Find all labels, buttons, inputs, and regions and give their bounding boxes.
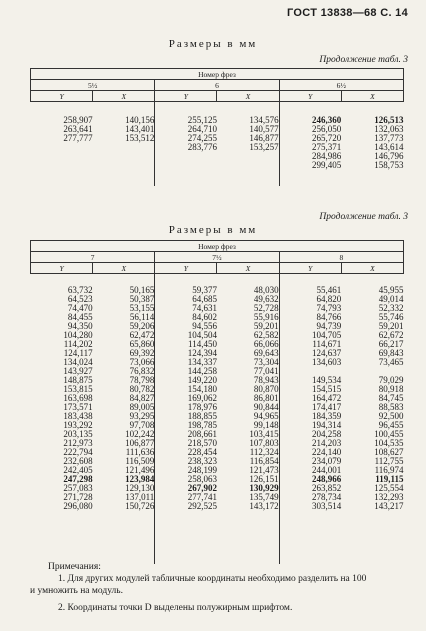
table-cell: 104,504 bbox=[187, 330, 217, 340]
table-cell: 88,583 bbox=[378, 402, 404, 412]
table-cell: 64,523 bbox=[67, 294, 93, 304]
table-cell: 59,377 bbox=[192, 285, 217, 295]
table-cell: 184,359 bbox=[312, 411, 342, 421]
table-cell: 77,041 bbox=[253, 366, 279, 376]
data-column bbox=[217, 274, 279, 564]
table-cell: 303,514 bbox=[312, 501, 342, 511]
table-cell: 148,875 bbox=[63, 375, 93, 385]
table-cell: 143,401 bbox=[125, 124, 155, 134]
table-cell: 59,201 bbox=[378, 321, 404, 331]
table-cell: 130,929 bbox=[249, 483, 279, 493]
table-cell: 80,782 bbox=[129, 384, 155, 394]
table-section2 bbox=[30, 240, 404, 564]
table-cell: 154,515 bbox=[312, 384, 342, 394]
col-x: X bbox=[341, 91, 403, 102]
table-cell: 163,698 bbox=[63, 393, 93, 403]
table-cell: 274,255 bbox=[187, 133, 217, 143]
table-cell: 278,734 bbox=[312, 492, 342, 502]
group-header: Номер фрез bbox=[31, 69, 404, 80]
table-cell: 204,258 bbox=[312, 429, 342, 439]
table-cell: 183,438 bbox=[63, 411, 93, 421]
table-cell: 242,405 bbox=[63, 465, 93, 475]
table-cell: 74,470 bbox=[67, 303, 93, 313]
table-cell: 64,685 bbox=[192, 294, 217, 304]
table-cell: 96,455 bbox=[378, 420, 404, 430]
table-cell: 143,172 bbox=[249, 501, 279, 511]
table-cell: 74,793 bbox=[316, 303, 342, 313]
table-cell: 238,323 bbox=[187, 456, 217, 466]
col-x: X bbox=[93, 91, 155, 102]
notes bbox=[30, 561, 410, 614]
table-cell: 255,125 bbox=[187, 115, 217, 125]
table-cell: 116,509 bbox=[125, 456, 155, 466]
table-cell: 132,063 bbox=[374, 124, 404, 134]
table-cell: 263,852 bbox=[312, 483, 342, 493]
col-y: Y bbox=[31, 91, 93, 102]
table-cell: 258,907 bbox=[63, 115, 93, 125]
col-x: X bbox=[217, 91, 279, 102]
table-cell: 94,739 bbox=[316, 321, 342, 331]
table-cell: 93,295 bbox=[129, 411, 155, 421]
table-cell: 53,155 bbox=[129, 303, 155, 313]
table-cell: 59,206 bbox=[129, 321, 155, 331]
table-cell: 49,014 bbox=[378, 294, 404, 304]
data-column bbox=[93, 102, 155, 186]
table-cell: 194,314 bbox=[312, 420, 342, 430]
table-cell: 48,030 bbox=[253, 285, 279, 295]
table-cell: 126,151 bbox=[249, 474, 279, 484]
group-label: 7 bbox=[31, 252, 155, 263]
table-cell: 143,614 bbox=[374, 142, 404, 152]
table-cell: 56,114 bbox=[129, 312, 155, 322]
table-cell: 150,726 bbox=[125, 501, 155, 511]
table-cell: 144,258 bbox=[187, 366, 217, 376]
table-cell: 80,918 bbox=[378, 384, 404, 394]
table-cell: 264,710 bbox=[187, 124, 217, 134]
table-cell: 94,556 bbox=[192, 321, 217, 331]
table-cell: 73,066 bbox=[129, 357, 155, 367]
table-cell: 263,641 bbox=[63, 124, 93, 134]
table-cell: 74,631 bbox=[192, 303, 217, 313]
table-cell: 143,927 bbox=[63, 366, 93, 376]
table-cell: 256,050 bbox=[312, 124, 342, 134]
table-cell: 114,671 bbox=[312, 339, 342, 349]
table-cell: 296,080 bbox=[63, 501, 93, 511]
table-cell: 140,577 bbox=[249, 124, 279, 134]
data-column bbox=[217, 102, 279, 186]
note-1: 1. Для других модулей табличные координаты необходимо разделить на 100 bbox=[58, 574, 367, 584]
table-cell: 244,001 bbox=[312, 465, 342, 475]
table-cell: 178,976 bbox=[187, 402, 217, 412]
table-cell: 63,732 bbox=[67, 285, 93, 295]
table-cell: 284,986 bbox=[312, 151, 342, 161]
table-cell: 69,843 bbox=[378, 348, 404, 358]
table-cell: 212,973 bbox=[63, 438, 93, 448]
table-cell: 90,844 bbox=[253, 402, 279, 412]
table-cell: 94,965 bbox=[253, 411, 279, 421]
table-cell: 283,776 bbox=[187, 142, 217, 152]
table-cell: 257,083 bbox=[63, 483, 93, 493]
table-cell: 222,794 bbox=[63, 447, 93, 457]
table-cell: 146,796 bbox=[374, 151, 404, 161]
col-y: Y bbox=[31, 263, 93, 274]
table-cell: 153,815 bbox=[63, 384, 93, 394]
table-cell: 59,201 bbox=[253, 321, 279, 331]
table-cell: 208,661 bbox=[187, 429, 217, 439]
table-cell: 140,156 bbox=[125, 115, 155, 125]
table-cell: 73,465 bbox=[378, 357, 404, 367]
table-cell: 153,512 bbox=[125, 133, 155, 143]
table-cell: 153,257 bbox=[249, 142, 279, 152]
table-cell: 62,672 bbox=[378, 330, 404, 340]
table-cell: 65,860 bbox=[129, 339, 155, 349]
note-1-continuation: и умножить на модуль. bbox=[30, 586, 123, 596]
table-cell: 143,217 bbox=[374, 501, 404, 511]
table-cell: 52,728 bbox=[253, 303, 279, 313]
table-cell: 92,500 bbox=[378, 411, 404, 421]
table-cell: 135,749 bbox=[249, 492, 279, 502]
table-cell: 258,063 bbox=[187, 474, 217, 484]
table-cell: 89,005 bbox=[129, 402, 155, 412]
table-cell: 146,877 bbox=[249, 133, 279, 143]
table-cell: 193,292 bbox=[63, 420, 93, 430]
table-cell: 134,603 bbox=[312, 357, 342, 367]
section2-continuation: Продолжение табл. 3 bbox=[319, 212, 408, 222]
group-header: Номер фрез bbox=[31, 241, 404, 252]
table-cell: 299,405 bbox=[312, 160, 342, 170]
table-cell: 103,415 bbox=[249, 429, 279, 439]
table-cell: 232,608 bbox=[63, 456, 93, 466]
table-cell: 246,360 bbox=[312, 115, 342, 125]
table-cell: 84,827 bbox=[129, 393, 155, 403]
table-cell: 50,165 bbox=[129, 285, 155, 295]
data-column bbox=[31, 274, 93, 564]
table-cell: 69,643 bbox=[253, 348, 279, 358]
table-cell: 106,877 bbox=[125, 438, 155, 448]
table-cell: 271,728 bbox=[63, 492, 93, 502]
table-cell: 214,203 bbox=[312, 438, 342, 448]
table-cell: 119,115 bbox=[375, 474, 404, 484]
table-cell: 52,332 bbox=[378, 303, 404, 313]
table-cell: 134,337 bbox=[187, 357, 217, 367]
table-cell: 126,513 bbox=[374, 115, 404, 125]
table-cell: 149,220 bbox=[187, 375, 217, 385]
table-cell: 169,062 bbox=[187, 393, 217, 403]
table-cell: 228,454 bbox=[187, 447, 217, 457]
group-label: 5½ bbox=[31, 80, 155, 91]
table-cell: 154,180 bbox=[187, 384, 217, 394]
col-x: X bbox=[93, 263, 155, 274]
table-cell: 248,199 bbox=[187, 465, 217, 475]
table-cell: 116,854 bbox=[249, 456, 279, 466]
table-cell: 108,627 bbox=[374, 447, 404, 457]
table-cell: 80,870 bbox=[253, 384, 279, 394]
table-cell: 116,974 bbox=[374, 465, 404, 475]
table-cell: 124,394 bbox=[187, 348, 217, 358]
table-cell: 84,602 bbox=[192, 312, 217, 322]
table-cell: 55,916 bbox=[253, 312, 279, 322]
table-cell: 111,636 bbox=[125, 447, 155, 457]
table-cell: 248,966 bbox=[312, 474, 342, 484]
table-cell: 129,130 bbox=[125, 483, 155, 493]
table-cell: 218,570 bbox=[187, 438, 217, 448]
table-cell: 124,117 bbox=[63, 348, 93, 358]
page-header: ГОСТ 13838—68 С. 14 bbox=[287, 7, 408, 19]
section2-title: Размеры в мм bbox=[168, 224, 258, 236]
table-cell: 121,496 bbox=[125, 465, 155, 475]
table-cell: 234,079 bbox=[312, 456, 342, 466]
table-cell: 114,202 bbox=[63, 339, 93, 349]
data-column bbox=[279, 274, 341, 564]
table-cell: 173,571 bbox=[63, 402, 93, 412]
table-cell: 62,582 bbox=[253, 330, 279, 340]
col-y: Y bbox=[155, 263, 217, 274]
table-cell: 247,298 bbox=[63, 474, 93, 484]
table-cell: 78,943 bbox=[253, 375, 279, 385]
data-column bbox=[93, 274, 155, 564]
table-cell: 134,024 bbox=[63, 357, 93, 367]
table-cell: 267,902 bbox=[187, 483, 217, 493]
table-cell: 84,745 bbox=[378, 393, 404, 403]
col-x: X bbox=[341, 263, 403, 274]
group-label: 6 bbox=[155, 80, 279, 91]
table-cell: 188,855 bbox=[187, 411, 217, 421]
table-cell: 62,472 bbox=[129, 330, 155, 340]
table-cell: 158,753 bbox=[374, 160, 404, 170]
table-cell: 125,554 bbox=[374, 483, 404, 493]
table-cell: 275,371 bbox=[312, 142, 342, 152]
table-cell: 50,387 bbox=[129, 294, 155, 304]
table-cell: 97,708 bbox=[129, 420, 155, 430]
table-cell: 104,280 bbox=[63, 330, 93, 340]
table-cell: 84,455 bbox=[67, 312, 93, 322]
note-2: 2. Координаты точки D выделены полужирным шрифтом. bbox=[58, 603, 293, 613]
section1-continuation: Продолжение табл. 3 bbox=[319, 55, 408, 65]
table-cell: 84,766 bbox=[316, 312, 342, 322]
table-cell: 86,801 bbox=[253, 393, 279, 403]
data-column bbox=[341, 274, 403, 564]
table-cell: 100,455 bbox=[374, 429, 404, 439]
table-cell: 73,304 bbox=[253, 357, 279, 367]
data-column bbox=[155, 102, 217, 186]
table-cell: 66,217 bbox=[378, 339, 404, 349]
table-cell: 107,803 bbox=[249, 438, 279, 448]
table-cell: 102,242 bbox=[125, 429, 155, 439]
table-cell: 69,392 bbox=[129, 348, 155, 358]
table-cell: 99,148 bbox=[253, 420, 279, 430]
table-cell: 76,832 bbox=[129, 366, 155, 376]
section1-title: Размеры в мм bbox=[168, 38, 258, 50]
table-cell: 49,632 bbox=[253, 294, 279, 304]
col-y: Y bbox=[155, 91, 217, 102]
table-cell: 134,576 bbox=[249, 115, 279, 125]
table-cell: 174,417 bbox=[312, 402, 342, 412]
table-cell: 277,741 bbox=[187, 492, 217, 502]
table-cell: 112,755 bbox=[374, 456, 404, 466]
group-label: 6½ bbox=[279, 80, 403, 91]
table-cell: 112,324 bbox=[249, 447, 279, 457]
table-cell: 124,637 bbox=[312, 348, 342, 358]
table-cell: 198,785 bbox=[187, 420, 217, 430]
table-cell: 132,293 bbox=[374, 492, 404, 502]
table-section1 bbox=[30, 68, 404, 186]
table-cell: 78,798 bbox=[129, 375, 155, 385]
table-cell: 64,820 bbox=[316, 294, 342, 304]
table-cell: 104,535 bbox=[374, 438, 404, 448]
group-label: 8 bbox=[279, 252, 403, 263]
table-cell: 277,777 bbox=[63, 133, 93, 143]
table-cell: 121,473 bbox=[249, 465, 279, 475]
table-cell: 292,525 bbox=[187, 501, 217, 511]
table-cell: 79,029 bbox=[378, 375, 404, 385]
group-label: 7½ bbox=[155, 252, 279, 263]
col-x: X bbox=[217, 263, 279, 274]
data-column bbox=[341, 102, 403, 186]
table-cell: 104,705 bbox=[312, 330, 342, 340]
table-cell: 114,450 bbox=[188, 339, 217, 349]
table-cell: 164,472 bbox=[312, 393, 342, 403]
table-cell: 55,461 bbox=[316, 285, 342, 295]
table-cell: 265,720 bbox=[312, 133, 342, 143]
table-cell: 203,135 bbox=[63, 429, 93, 439]
table-cell: 55,746 bbox=[378, 312, 404, 322]
data-column bbox=[279, 102, 341, 186]
notes-heading: Примечания: bbox=[48, 562, 101, 572]
data-column bbox=[155, 274, 217, 564]
table-cell: 66,066 bbox=[253, 339, 279, 349]
table-cell: 45,955 bbox=[378, 285, 404, 295]
table-cell: 137,773 bbox=[374, 133, 404, 143]
table-cell: 224,140 bbox=[312, 447, 342, 457]
table-cell: 137,011 bbox=[125, 492, 155, 502]
data-column bbox=[31, 102, 93, 186]
table-cell: 149,534 bbox=[312, 375, 342, 385]
table-cell: 94,350 bbox=[67, 321, 93, 331]
col-y: Y bbox=[279, 91, 341, 102]
col-y: Y bbox=[279, 263, 341, 274]
table-cell: 123,984 bbox=[125, 474, 155, 484]
